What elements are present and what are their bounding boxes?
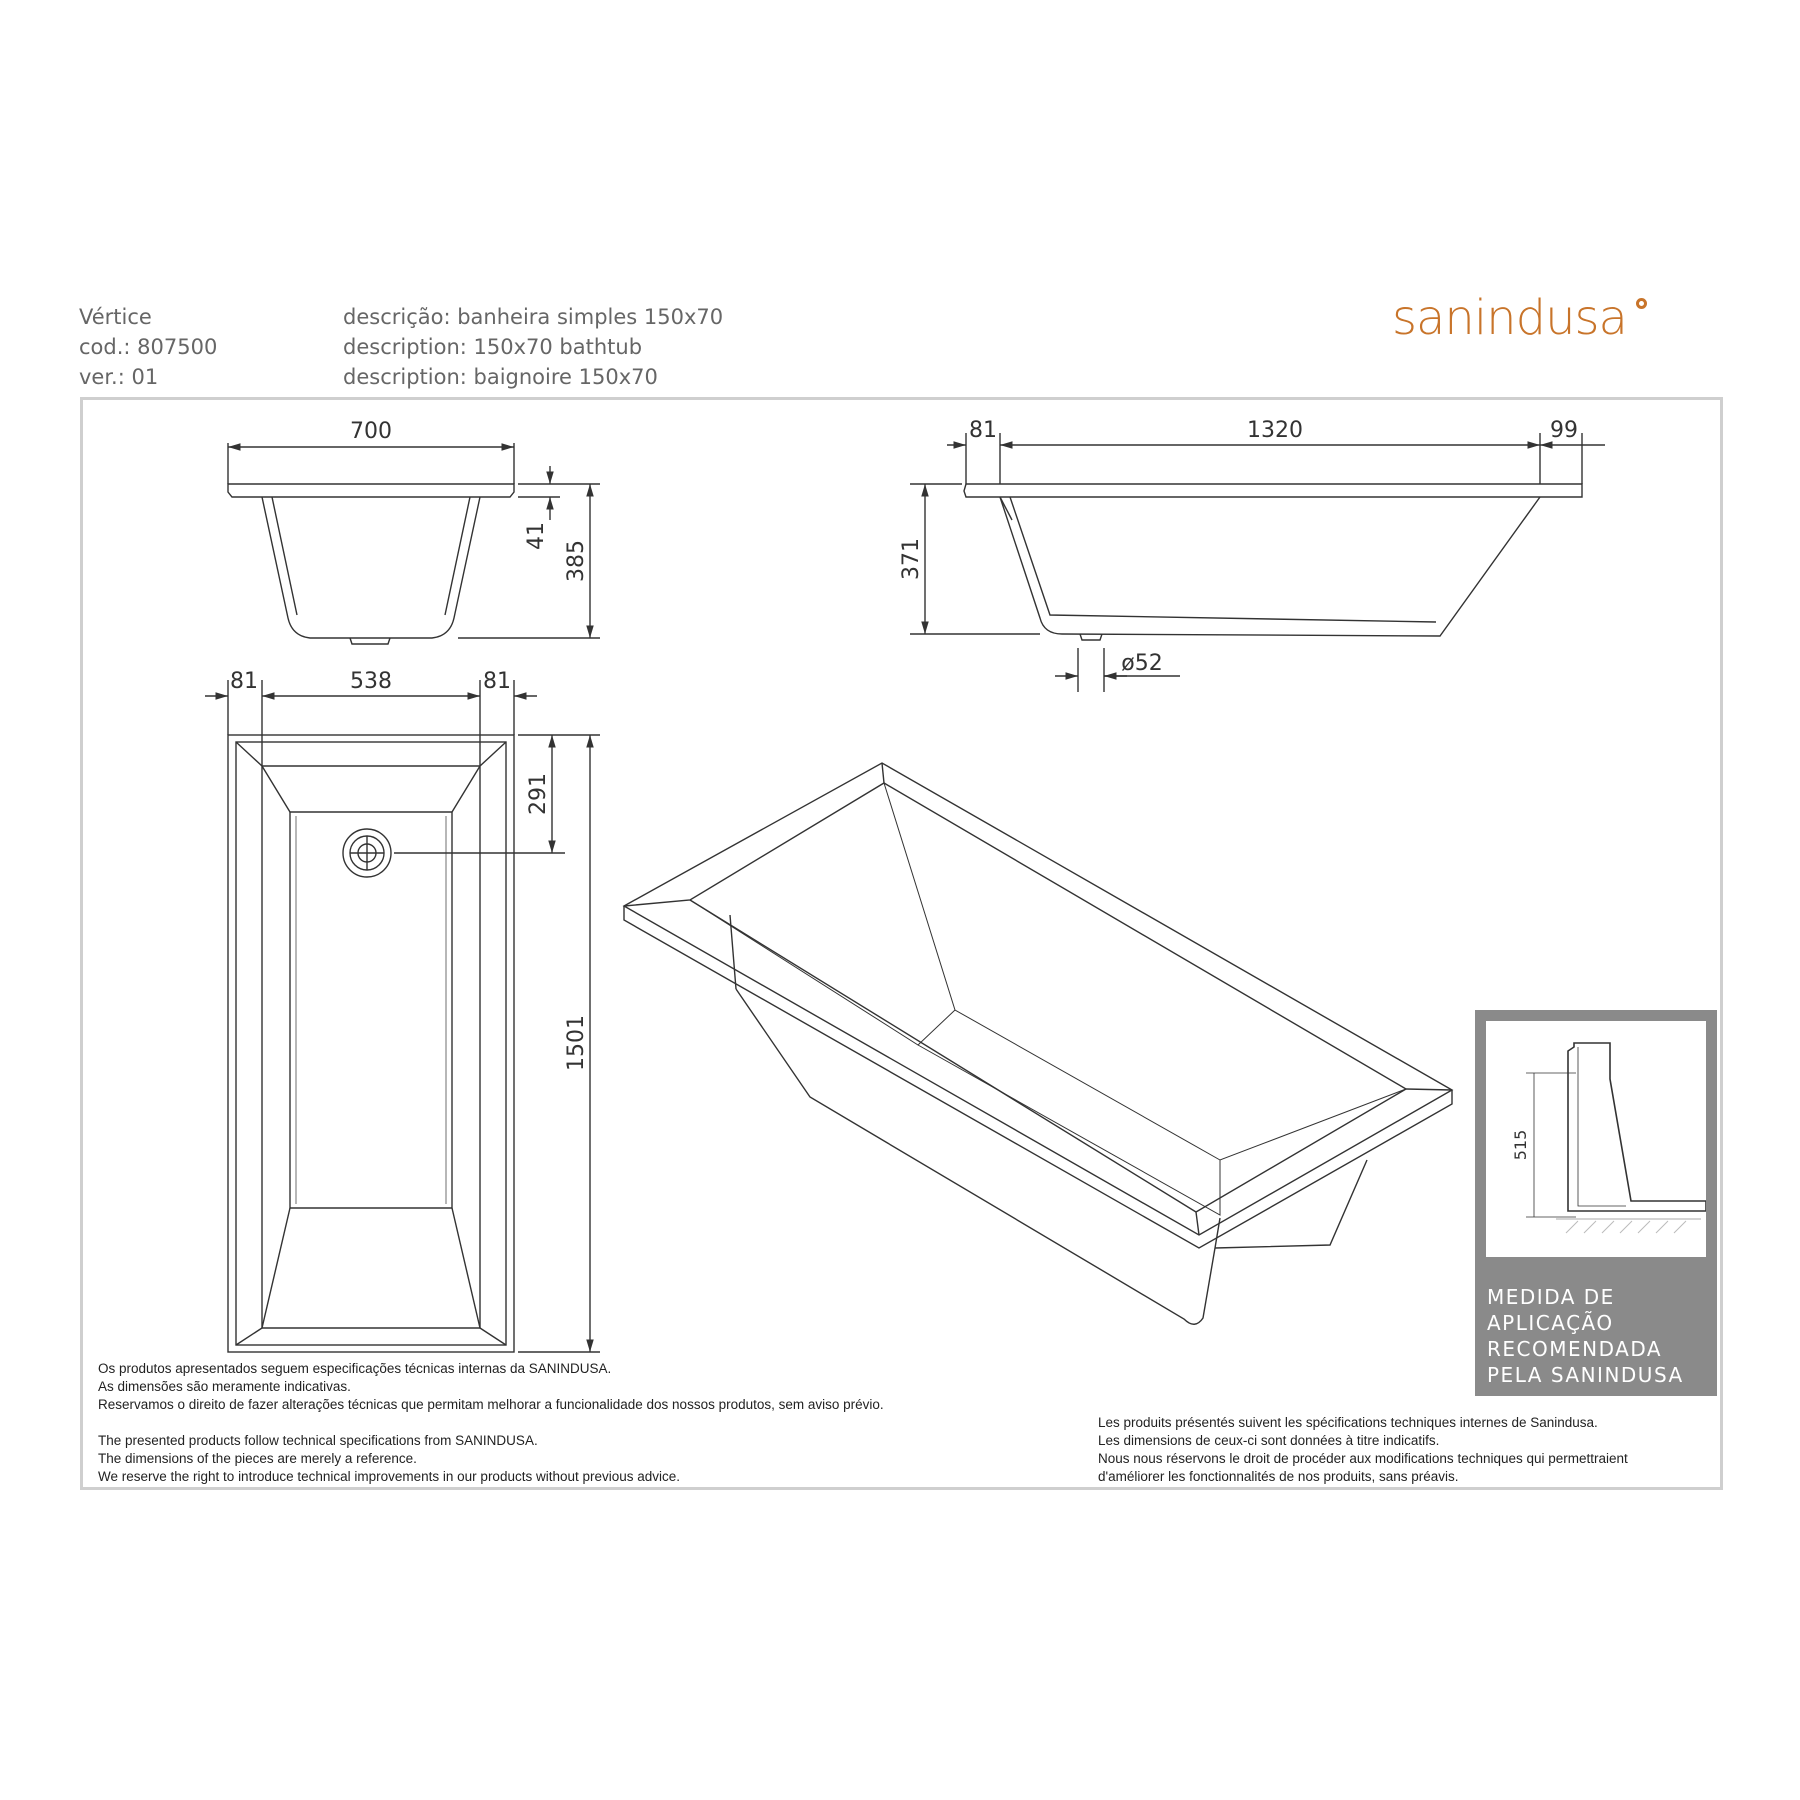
disclaimer-line: The presented products follow technical specifications from SANINDUSA.: [98, 1433, 538, 1448]
product-name: Vértice: [79, 305, 152, 329]
recommendation-line: RECOMENDADA: [1487, 1337, 1663, 1361]
side-left-rim-label: 81: [969, 418, 997, 443]
disclaimer-line: We reserve the right to introduce technical improvements in our products without previous advice.: [98, 1469, 681, 1484]
top-drain-offset-label: 291: [526, 773, 551, 815]
profile-section-diagram: [1486, 1021, 1706, 1257]
front-rim-label: 41: [524, 522, 549, 550]
top-right-rim-label: 81: [483, 669, 511, 694]
description-en: description: 150x70 bathtub: [343, 335, 643, 359]
disclaimer-line: Nous nous réservons le droit de procéder aux modifications techniques qui permettraient: [1098, 1451, 1628, 1466]
description-pt: descrição: banheira simples 150x70: [343, 305, 724, 329]
recommendation-diagram: [1486, 1021, 1706, 1257]
front-height-label: 385: [564, 540, 589, 582]
side-right-rim-label: 99: [1550, 418, 1578, 443]
disclaimer-pt: [98, 1360, 884, 1414]
recommendation-line: PELA SANINDUSA: [1487, 1363, 1684, 1387]
disclaimer-line: Os produtos apresentados seguem especificações técnicas internas da SANINDUSA.: [98, 1361, 612, 1376]
side-length-label: 1320: [1247, 418, 1303, 443]
recommendation-box: [1475, 1010, 1717, 1396]
top-view: [205, 669, 600, 1352]
disclaimer-line: As dimensões são meramente indicativas.: [98, 1379, 351, 1394]
top-inner-width-label: 538: [350, 669, 392, 694]
front-width-label: 700: [350, 419, 392, 444]
front-view: [228, 419, 600, 644]
recommendation-height-label: 515: [1511, 1129, 1530, 1161]
disclaimer-line: d'améliorer les fonctionnalités de nos produits, sans préavis.: [1098, 1469, 1459, 1484]
disclaimer-line: Les dimensions de ceux-ci sont données à titre indicatifs.: [1098, 1433, 1440, 1448]
top-left-rim-label: 81: [230, 669, 258, 694]
disclaimer-line: Reservamos o direito de fazer alterações técnicas que permitam melhorar a funcionalidade dos nossos produtos, sem aviso prévio.: [98, 1397, 884, 1412]
drain-diameter-label: ø52: [1121, 651, 1163, 676]
disclaimer-line: Les produits présentés suivent les spécifications techniques internes de Sanindusa.: [1098, 1415, 1598, 1430]
side-height-label: 371: [899, 538, 924, 580]
product-version: ver.: 01: [79, 365, 159, 389]
disclaimer-line: The dimensions of the pieces are merely a reference.: [98, 1451, 417, 1466]
description-fr: description: baignoire 150x70: [343, 365, 658, 389]
top-length-label: 1501: [564, 1015, 589, 1071]
disclaimer-en: [98, 1432, 680, 1486]
product-code: cod.: 807500: [79, 335, 218, 359]
brand-name: sanindusa: [1392, 290, 1627, 346]
disclaimer-fr: [1098, 1414, 1628, 1486]
isometric-view: [624, 763, 1452, 1324]
recommendation-line: MEDIDA DE: [1487, 1285, 1615, 1309]
recommendation-line: APLICAÇÃO: [1487, 1311, 1614, 1335]
recommendation-caption: [1487, 1284, 1684, 1388]
side-view: [899, 418, 1605, 692]
